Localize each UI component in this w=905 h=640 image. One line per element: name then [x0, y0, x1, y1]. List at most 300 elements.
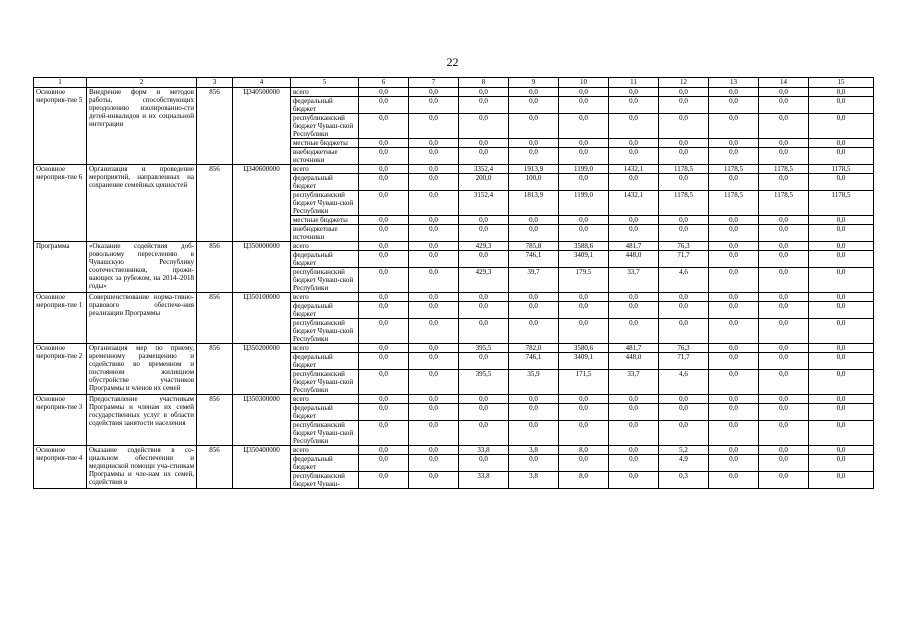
funding-source: республиканский бюджет Чуваш-ской Республики — [291, 370, 359, 395]
amount-cell: 0,0 — [359, 174, 409, 191]
amount-cell: 0,0 — [759, 353, 809, 370]
funding-source: федеральный бюджет — [291, 404, 359, 421]
funding-source: всего — [291, 88, 359, 97]
measure-description: Предоставление участникам Программы и членам их семей государственных услуг в области содействия занятости населения — [87, 395, 197, 446]
amount-cell: 0,0 — [759, 174, 809, 191]
amount-cell: 0,0 — [809, 446, 874, 455]
grbs-code: 856 — [197, 344, 233, 395]
funding-source: всего — [291, 242, 359, 251]
amount-cell: 0,0 — [459, 251, 509, 268]
amount-cell: 4,9 — [659, 455, 709, 472]
amount-cell: 0,0 — [509, 395, 559, 404]
amount-cell: 0,0 — [659, 139, 709, 148]
amount-cell: 0,0 — [809, 225, 874, 242]
amount-cell: 0,0 — [509, 225, 559, 242]
amount-cell: 0,0 — [559, 88, 609, 97]
funding-source: всего — [291, 395, 359, 404]
amount-cell: 1178,5 — [809, 165, 874, 174]
amount-cell: 0,0 — [409, 353, 459, 370]
amount-cell: 0,0 — [809, 251, 874, 268]
amount-cell: 71,7 — [659, 353, 709, 370]
amount-cell: 0,0 — [759, 88, 809, 97]
amount-cell: 3352,4 — [459, 165, 509, 174]
amount-cell: 0,0 — [709, 302, 759, 319]
amount-cell: 0,0 — [759, 404, 809, 421]
amount-cell: 0,0 — [359, 268, 409, 293]
amount-cell: 0,0 — [359, 88, 409, 97]
amount-cell: 0,0 — [759, 251, 809, 268]
amount-cell: 1178,5 — [709, 165, 759, 174]
amount-cell: 0,0 — [409, 148, 459, 165]
amount-cell: 0,0 — [809, 395, 874, 404]
amount-cell: 0,0 — [659, 216, 709, 225]
amount-cell: 0,0 — [509, 148, 559, 165]
funding-source: федеральный бюджет — [291, 174, 359, 191]
budget-classification-code: Ц350100000 — [233, 293, 291, 344]
amount-cell: 0,0 — [659, 421, 709, 446]
amount-cell: 0,0 — [459, 302, 509, 319]
funding-source: республиканский бюджет Чуваш-ской Республики — [291, 268, 359, 293]
measure-name: Основное мероприя-тие 5 — [34, 88, 87, 165]
amount-cell: 1813,9 — [509, 191, 559, 216]
column-header: 10 — [559, 78, 609, 88]
amount-cell: 0,0 — [709, 319, 759, 344]
amount-cell: 0,0 — [459, 404, 509, 421]
amount-cell: 481,7 — [609, 344, 659, 353]
amount-cell: 0,0 — [409, 114, 459, 139]
amount-cell: 1178,5 — [759, 165, 809, 174]
amount-cell: 0,0 — [359, 225, 409, 242]
amount-cell: 0,0 — [359, 165, 409, 174]
amount-cell: 0,0 — [359, 97, 409, 114]
funding-source: всего — [291, 446, 359, 455]
funding-source: всего — [291, 293, 359, 302]
amount-cell: 0,0 — [759, 455, 809, 472]
amount-cell: 448,0 — [609, 251, 659, 268]
amount-cell: 0,0 — [509, 421, 559, 446]
amount-cell: 71,7 — [659, 251, 709, 268]
column-header: 6 — [359, 78, 409, 88]
amount-cell: 0,0 — [409, 455, 459, 472]
amount-cell: 0,0 — [559, 148, 609, 165]
amount-cell: 0,0 — [359, 370, 409, 395]
grbs-code: 856 — [197, 88, 233, 165]
funding-source: местные бюджеты — [291, 139, 359, 148]
amount-cell: 0,0 — [609, 216, 659, 225]
amount-cell: 0,0 — [559, 395, 609, 404]
amount-cell: 0,0 — [759, 421, 809, 446]
amount-cell: 0,0 — [709, 268, 759, 293]
amount-cell: 0,0 — [509, 404, 559, 421]
amount-cell: 0,0 — [509, 139, 559, 148]
amount-cell: 1178,5 — [659, 165, 709, 174]
funding-source: федеральный бюджет — [291, 302, 359, 319]
amount-cell: 3152,4 — [459, 191, 509, 216]
amount-cell: 0,0 — [709, 148, 759, 165]
amount-cell: 0,0 — [459, 88, 509, 97]
amount-cell: 746,1 — [509, 353, 559, 370]
column-header: 9 — [509, 78, 559, 88]
amount-cell: 0,0 — [709, 344, 759, 353]
amount-cell: 8,0 — [559, 446, 609, 455]
measure-name: Основное мероприя-тие 3 — [34, 395, 87, 446]
funding-source: всего — [291, 344, 359, 353]
amount-cell: 0,0 — [759, 370, 809, 395]
amount-cell: 0,0 — [759, 472, 809, 489]
funding-source: местные бюджеты — [291, 216, 359, 225]
amount-cell: 0,0 — [409, 370, 459, 395]
amount-cell: 0,0 — [709, 242, 759, 251]
amount-cell: 0,0 — [709, 421, 759, 446]
amount-cell: 0,0 — [809, 88, 874, 97]
amount-cell: 0,0 — [409, 344, 459, 353]
table-body — [34, 88, 874, 489]
amount-cell: 0,0 — [759, 268, 809, 293]
amount-cell: 0,0 — [609, 404, 659, 421]
amount-cell: 0,0 — [759, 114, 809, 139]
amount-cell: 0,0 — [459, 148, 509, 165]
amount-cell: 0,0 — [709, 216, 759, 225]
funding-source: республиканский бюджет Чуваш-ской Республики — [291, 114, 359, 139]
funding-source: республиканский бюджет Чуваш- — [291, 472, 359, 489]
amount-cell: 0,0 — [709, 455, 759, 472]
amount-cell: 0,0 — [609, 114, 659, 139]
amount-cell: 0,0 — [709, 97, 759, 114]
amount-cell: 0,0 — [559, 421, 609, 446]
amount-cell: 0,0 — [409, 302, 459, 319]
table-row — [34, 165, 874, 174]
amount-cell: 0,0 — [609, 97, 659, 114]
column-header: 4 — [233, 78, 291, 88]
amount-cell: 0,0 — [659, 293, 709, 302]
amount-cell: 0,0 — [659, 302, 709, 319]
amount-cell: 0,3 — [659, 472, 709, 489]
amount-cell: 0,0 — [409, 404, 459, 421]
measure-description: Внедрение форм и методов работы, способствующих преодолению изолированно-сти детей-инвалидов и их социальной интеграции — [87, 88, 197, 165]
amount-cell: 1199,0 — [559, 165, 609, 174]
amount-cell: 0,0 — [659, 97, 709, 114]
amount-cell: 0,0 — [809, 97, 874, 114]
amount-cell: 0,0 — [409, 191, 459, 216]
amount-cell: 0,0 — [759, 97, 809, 114]
amount-cell: 76,3 — [659, 344, 709, 353]
amount-cell: 179,5 — [559, 268, 609, 293]
amount-cell: 0,0 — [759, 302, 809, 319]
amount-cell: 0,0 — [409, 446, 459, 455]
amount-cell: 0,0 — [559, 139, 609, 148]
column-header: 7 — [409, 78, 459, 88]
amount-cell: 0,0 — [409, 268, 459, 293]
funding-source: всего — [291, 165, 359, 174]
grbs-code: 856 — [197, 293, 233, 344]
amount-cell: 481,7 — [609, 242, 659, 251]
amount-cell: 0,0 — [409, 319, 459, 344]
amount-cell: 0,0 — [659, 319, 709, 344]
amount-cell: 3409,1 — [559, 353, 609, 370]
amount-cell: 1178,5 — [659, 191, 709, 216]
amount-cell: 0,0 — [459, 353, 509, 370]
amount-cell: 8,0 — [559, 472, 609, 489]
amount-cell: 3588,6 — [559, 242, 609, 251]
page-number: 22 — [446, 55, 459, 69]
amount-cell: 0,0 — [709, 251, 759, 268]
amount-cell: 0,0 — [359, 191, 409, 216]
amount-cell: 448,0 — [609, 353, 659, 370]
amount-cell: 0,0 — [709, 88, 759, 97]
column-number-row — [34, 78, 874, 88]
grbs-code: 856 — [197, 446, 233, 489]
amount-cell: 785,8 — [509, 242, 559, 251]
amount-cell: 0,0 — [709, 353, 759, 370]
amount-cell: 0,0 — [459, 114, 509, 139]
amount-cell: 0,0 — [809, 139, 874, 148]
amount-cell: 0,0 — [359, 395, 409, 404]
amount-cell: 0,0 — [359, 302, 409, 319]
measure-description: Совершенствование норма-тивно-правового обеспече-ния реализации Программы — [87, 293, 197, 344]
amount-cell: 0,0 — [609, 421, 659, 446]
amount-cell: 0,0 — [559, 216, 609, 225]
amount-cell: 0,0 — [459, 139, 509, 148]
amount-cell: 0,0 — [809, 216, 874, 225]
amount-cell: 0,0 — [809, 455, 874, 472]
table-row — [34, 293, 874, 302]
amount-cell: 1199,0 — [559, 191, 609, 216]
amount-cell: 0,0 — [809, 302, 874, 319]
amount-cell: 100,0 — [509, 174, 559, 191]
budget-classification-code: Ц340500000 — [233, 88, 291, 165]
amount-cell: 0,0 — [409, 97, 459, 114]
amount-cell: 1432,1 — [609, 165, 659, 174]
amount-cell: 0,0 — [809, 421, 874, 446]
amount-cell: 0,0 — [559, 404, 609, 421]
amount-cell: 0,0 — [759, 139, 809, 148]
table-row — [34, 88, 874, 97]
amount-cell: 0,0 — [709, 225, 759, 242]
column-header: 12 — [659, 78, 709, 88]
amount-cell: 0,0 — [409, 88, 459, 97]
amount-cell: 0,0 — [359, 293, 409, 302]
amount-cell: 0,0 — [659, 88, 709, 97]
amount-cell: 200,0 — [459, 174, 509, 191]
amount-cell: 0,0 — [609, 174, 659, 191]
amount-cell: 0,0 — [809, 404, 874, 421]
amount-cell: 0,0 — [409, 225, 459, 242]
grbs-code: 856 — [197, 165, 233, 242]
amount-cell: 0,0 — [509, 216, 559, 225]
measure-description: Оказание содействия в со-циальном обеспечении и медицинской помощи уча-стникам Программы и чле-нам их семей, содействия в — [87, 446, 197, 489]
measure-description: Организация мер по приему, временному размещению и содействию во временном и постоянном жилищном обустройстве участников Программы и членов их семей — [87, 344, 197, 395]
measure-name: Основное мероприя-тие 1 — [34, 293, 87, 344]
measure-name: Основное мероприя-тие 4 — [34, 446, 87, 489]
amount-cell: 0,0 — [659, 404, 709, 421]
column-header: 14 — [759, 78, 809, 88]
amount-cell: 1178,5 — [709, 191, 759, 216]
amount-cell: 0,0 — [459, 319, 509, 344]
grbs-code: 856 — [197, 395, 233, 446]
amount-cell: 0,0 — [559, 97, 609, 114]
amount-cell: 0,0 — [759, 319, 809, 344]
amount-cell: 0,0 — [409, 251, 459, 268]
amount-cell: 0,0 — [809, 268, 874, 293]
amount-cell: 0,0 — [359, 114, 409, 139]
amount-cell: 0,0 — [709, 114, 759, 139]
amount-cell: 33,7 — [609, 370, 659, 395]
amount-cell: 35,9 — [509, 370, 559, 395]
column-header: 8 — [459, 78, 509, 88]
amount-cell: 33,8 — [459, 472, 509, 489]
amount-cell: 76,3 — [659, 242, 709, 251]
amount-cell: 395,5 — [459, 344, 509, 353]
column-header: 15 — [809, 78, 874, 88]
amount-cell: 0,0 — [359, 251, 409, 268]
amount-cell: 395,5 — [459, 370, 509, 395]
amount-cell: 0,0 — [809, 293, 874, 302]
amount-cell: 0,0 — [759, 242, 809, 251]
column-header: 3 — [197, 78, 233, 88]
amount-cell: 0,0 — [359, 353, 409, 370]
amount-cell: 0,0 — [359, 139, 409, 148]
measure-description: Организация и проведение мероприятий, направленных на сохранение семейных ценностей — [87, 165, 197, 242]
amount-cell: 0,0 — [359, 472, 409, 489]
measure-name: Основное мероприя-тие 6 — [34, 165, 87, 242]
amount-cell: 4,6 — [659, 370, 709, 395]
amount-cell: 0,0 — [809, 344, 874, 353]
amount-cell: 0,0 — [609, 319, 659, 344]
amount-cell: 0,0 — [359, 242, 409, 251]
amount-cell: 0,0 — [809, 242, 874, 251]
measure-name: Программа — [34, 242, 87, 293]
amount-cell: 0,0 — [409, 421, 459, 446]
amount-cell: 3,8 — [509, 446, 559, 455]
amount-cell: 33,8 — [459, 446, 509, 455]
amount-cell: 0,0 — [659, 114, 709, 139]
amount-cell: 0,0 — [709, 139, 759, 148]
amount-cell: 3409,1 — [559, 251, 609, 268]
amount-cell: 0,0 — [659, 148, 709, 165]
amount-cell: 0,0 — [509, 455, 559, 472]
amount-cell: 0,0 — [609, 88, 659, 97]
measure-name: Основное мероприя-тие 2 — [34, 344, 87, 395]
amount-cell: 0,0 — [559, 114, 609, 139]
amount-cell: 0,0 — [609, 148, 659, 165]
amount-cell: 0,0 — [609, 293, 659, 302]
amount-cell: 0,0 — [509, 97, 559, 114]
amount-cell: 0,0 — [459, 455, 509, 472]
amount-cell: 0,0 — [509, 114, 559, 139]
amount-cell: 0,0 — [759, 395, 809, 404]
amount-cell: 0,0 — [659, 174, 709, 191]
amount-cell: 0,0 — [359, 404, 409, 421]
amount-cell: 0,0 — [559, 319, 609, 344]
amount-cell: 0,0 — [509, 88, 559, 97]
funding-source: республиканский бюджет Чуваш-ской Республики — [291, 421, 359, 446]
amount-cell: 5,2 — [659, 446, 709, 455]
amount-cell: 0,0 — [409, 472, 459, 489]
amount-cell: 746,1 — [509, 251, 559, 268]
table-row — [34, 395, 874, 404]
amount-cell: 0,0 — [359, 216, 409, 225]
amount-cell: 0,0 — [359, 446, 409, 455]
amount-cell: 0,0 — [609, 472, 659, 489]
amount-cell: 0,0 — [359, 421, 409, 446]
amount-cell: 0,0 — [409, 174, 459, 191]
amount-cell: 429,3 — [459, 242, 509, 251]
amount-cell: 0,0 — [609, 395, 659, 404]
amount-cell: 0,0 — [459, 97, 509, 114]
amount-cell: 429,3 — [459, 268, 509, 293]
amount-cell: 0,0 — [459, 216, 509, 225]
amount-cell: 0,0 — [709, 446, 759, 455]
table-row — [34, 344, 874, 353]
amount-cell: 0,0 — [509, 302, 559, 319]
amount-cell: 0,0 — [559, 174, 609, 191]
amount-cell: 0,0 — [559, 293, 609, 302]
column-header: 1 — [34, 78, 87, 88]
amount-cell: 0,0 — [359, 148, 409, 165]
amount-cell: 0,0 — [809, 370, 874, 395]
funding-source: федеральный бюджет — [291, 251, 359, 268]
funding-source: внебюджетные источники — [291, 225, 359, 242]
amount-cell: 0,0 — [409, 165, 459, 174]
amount-cell: 0,0 — [759, 446, 809, 455]
budget-table — [33, 77, 874, 489]
amount-cell: 33,7 — [609, 268, 659, 293]
amount-cell: 0,0 — [359, 344, 409, 353]
amount-cell: 0,0 — [359, 319, 409, 344]
funding-source: внебюджетные источники — [291, 148, 359, 165]
amount-cell: 0,0 — [609, 302, 659, 319]
amount-cell: 0,0 — [559, 302, 609, 319]
amount-cell: 0,0 — [609, 455, 659, 472]
amount-cell: 3580,6 — [559, 344, 609, 353]
amount-cell: 0,0 — [409, 139, 459, 148]
budget-classification-code: Ц350400000 — [233, 446, 291, 489]
amount-cell: 0,0 — [809, 353, 874, 370]
amount-cell: 0,0 — [609, 446, 659, 455]
column-header: 11 — [609, 78, 659, 88]
amount-cell: 0,0 — [809, 472, 874, 489]
amount-cell: 0,0 — [609, 139, 659, 148]
amount-cell: 0,0 — [759, 225, 809, 242]
amount-cell: 3,8 — [509, 472, 559, 489]
amount-cell: 0,0 — [409, 216, 459, 225]
amount-cell: 782,0 — [509, 344, 559, 353]
amount-cell: 0,0 — [659, 395, 709, 404]
amount-cell: 1178,5 — [759, 191, 809, 216]
amount-cell: 0,0 — [759, 148, 809, 165]
amount-cell: 171,5 — [559, 370, 609, 395]
amount-cell: 0,0 — [509, 319, 559, 344]
amount-cell: 0,0 — [409, 293, 459, 302]
budget-classification-code: Ц350300000 — [233, 395, 291, 446]
funding-source: федеральный бюджет — [291, 455, 359, 472]
amount-cell: 0,0 — [809, 148, 874, 165]
budget-classification-code: Ц350200000 — [233, 344, 291, 395]
amount-cell: 0,0 — [709, 293, 759, 302]
amount-cell: 0,0 — [709, 472, 759, 489]
column-header: 2 — [87, 78, 197, 88]
table-row — [34, 446, 874, 455]
amount-cell: 0,0 — [709, 395, 759, 404]
funding-source: республиканский бюджет Чуваш-ской Республики — [291, 191, 359, 216]
amount-cell: 0,0 — [709, 370, 759, 395]
amount-cell: 0,0 — [409, 395, 459, 404]
amount-cell: 0,0 — [409, 242, 459, 251]
table-row — [34, 242, 874, 251]
amount-cell: 0,0 — [709, 174, 759, 191]
measure-description: «Оказание содействия доб-ровольному переселению в Чувашскую Республику соотечественников, прожи-вающих за рубежом, на 2014–2018 годы» — [87, 242, 197, 293]
amount-cell: 39,7 — [509, 268, 559, 293]
